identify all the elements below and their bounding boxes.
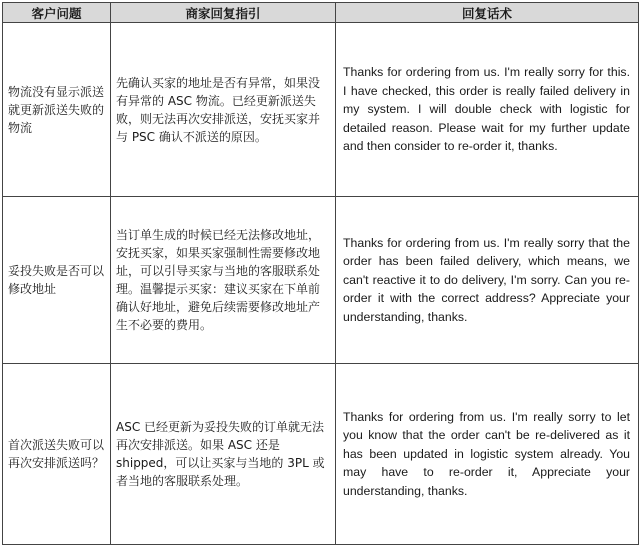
header-question: 客户问题 (3, 3, 111, 23)
header-row (3, 3, 639, 23)
table-row (3, 364, 639, 545)
guide-cell: 当订单生成的时候已经无法修改地址，安抚买家，如果买家强制性需要修改地址，可以引导买家与当地的客服联系处理。温馨提示买家：建议买家在下单前确认好地址，避免后续需要修改地址产生不必要的费用。 (111, 197, 336, 364)
reply-cell: Thanks for ordering from us. I'm really sorry for this. I have checked, this order is really failed delivery in my system. I will double check with logistic for detailed reason. Please wait for my further update and then consider to re-order it, thanks. (336, 23, 639, 197)
table-row (3, 23, 639, 197)
guide-cell: ASC 已经更新为妥投失败的订单就无法再次安排派送。如果 ASC 还是 shipped，可以让买家与当地的 3PL 或者当地的客服联系处理。 (111, 364, 336, 545)
question-cell: 妥投失败是否可以修改地址 (3, 197, 111, 364)
header-guide: 商家回复指引 (111, 3, 336, 23)
question-cell: 物流没有显示派送就更新派送失败的物流 (3, 23, 111, 197)
reply-cell: Thanks for ordering from us. I'm really sorry to let you know that the order can't be re-delivered as it has been updated in logistic system already. You may have to re-order it, Appreciate your understanding, thanks. (336, 364, 639, 545)
guide-cell: 先确认买家的地址是否有异常，如果没有异常的 ASC 物流。已经更新派送失败，则无法再次安排派送，安抚买家并与 PSC 确认不派送的原因。 (111, 23, 336, 197)
table-row (3, 197, 639, 364)
faq-table (2, 2, 639, 545)
reply-cell: Thanks for ordering from us. I'm really sorry that the order has been failed delivery, which means, we can't reactive it to do delivery, I'm sorry. Can you re-order it with the correct address? Appreciate your understanding, thanks. (336, 197, 639, 364)
question-cell: 首次派送失败可以再次安排派送吗？ (3, 364, 111, 545)
header-script: 回复话术 (336, 3, 639, 23)
